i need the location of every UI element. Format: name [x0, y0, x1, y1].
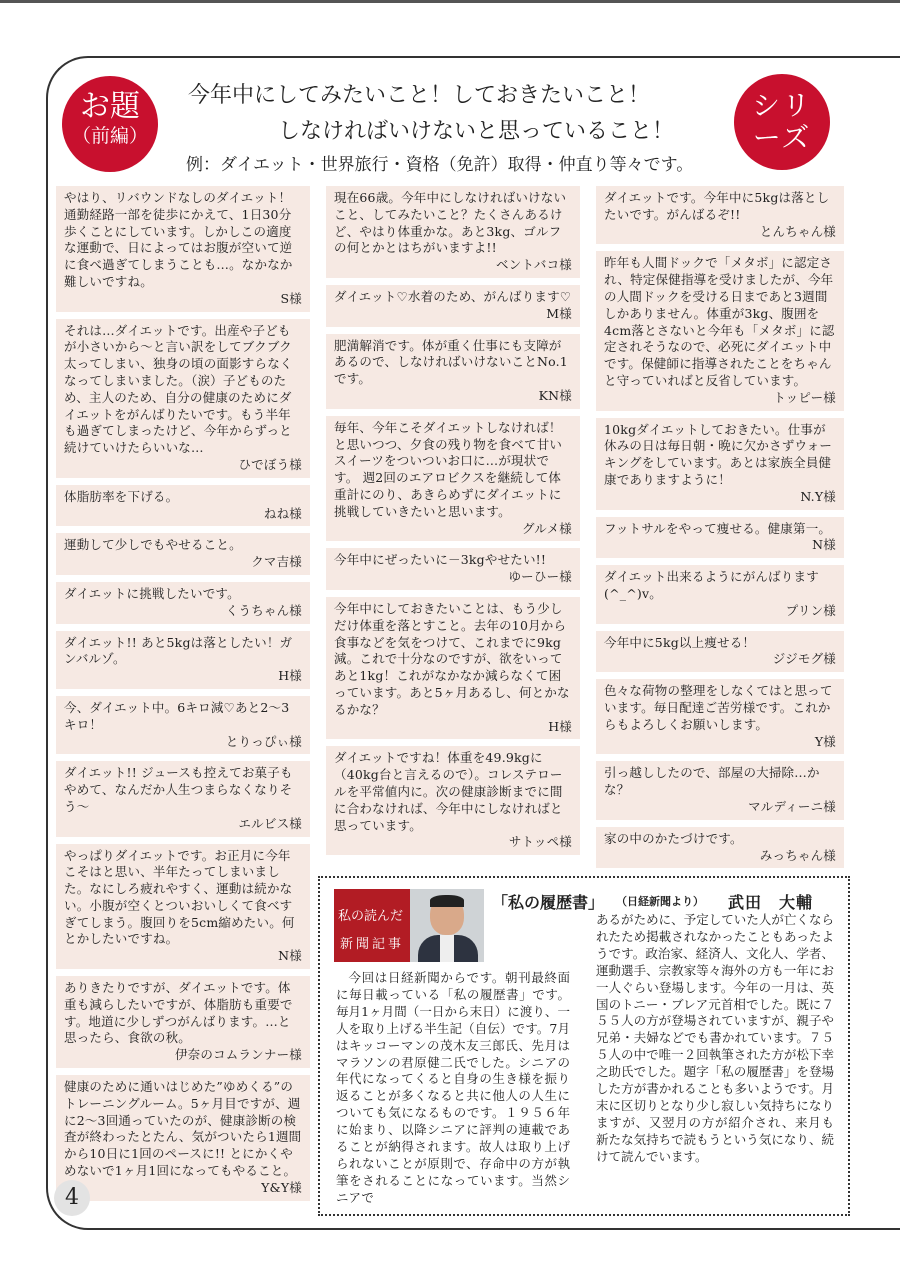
comment-text: 引っ越ししたので、部屋の大掃除…かな？: [604, 765, 820, 798]
comment-signature: とりっぴぃ様: [225, 733, 302, 749]
reader-comment: [56, 976, 310, 1068]
comment-text: やっぱりダイエットです。お正月に今年こそはと思い、半年たってしまいました。なにしろ疲れやすく、運動は続かない。小腹が空くとついおいしくて食べすぎてしまう。腹回りを5cm縮めたい。何とかしたいですね。: [64, 847, 295, 947]
comment-signature: Y&Y様: [261, 1179, 302, 1195]
reader-comment: [56, 533, 310, 575]
comment-text: ダイエット!! ジュースも控えてお菓子もやめて、なんだか人生つまらなくなりそう〜: [64, 765, 293, 814]
reader-comment: [56, 844, 310, 970]
topic-badge-main: お題: [80, 89, 140, 124]
author-photo: [334, 889, 484, 962]
comment-text: 体脂肪率を下げる。: [64, 488, 179, 504]
comment-signature: ひでぼう様: [238, 456, 302, 472]
comment-text: やはり、リバウンドなしのダイエット！通勤経路一部を徒歩にかえて、1日30分歩くことにしています。しかしこの適度な運動で、日によってはお腹が空いて逆に食べ過ぎてしまうことも…。なかなか難しいですね。: [64, 190, 293, 289]
reader-comment: [56, 319, 310, 478]
comment-text: ダイエット♡水着のため、がんばります♡: [334, 288, 572, 304]
reader-column-1: [56, 186, 310, 1201]
reader-comment: [596, 565, 844, 623]
comment-text: 毎年、今年こそダイエットしなければ！と思いつつ、夕食の残り物を食べて甘いスイーツをついついお口に…が現状です。 週2回のエアロビクスを継続して体重計にのり、あきらめずにダイエットに挑戦していきたいと思います。: [334, 419, 563, 519]
reader-column-2: [326, 186, 580, 855]
comment-text: ダイエット出来るようにがんばります (^_^)v。: [604, 569, 819, 601]
reader-comment: [56, 631, 310, 689]
topic-badge-sub: （前編）: [71, 125, 148, 147]
comment-signature: マルディーニ様: [748, 798, 836, 814]
reader-comment: [596, 186, 844, 244]
top-rule: [0, 0, 900, 3]
comment-text: ダイエットですね！体重を49.9kgに（40kg台と言えるので）。コレステロールを平常値内に。次の健康診断までに間に合わなければ、今年中にしなければと思っています。: [334, 750, 563, 833]
comment-signature: ジジモグ様: [772, 651, 836, 667]
series-badge-text: シリ ーズ: [751, 89, 812, 154]
comment-signature: ねね様: [263, 505, 302, 521]
comment-signature: N様: [278, 948, 302, 964]
comment-signature: みっちゃん様: [759, 847, 836, 863]
reader-comment: [596, 517, 844, 559]
series-badge: [734, 74, 830, 170]
reader-column-3: [596, 186, 844, 868]
comment-signature: トッピー様: [773, 389, 836, 405]
comment-signature: エルビス様: [238, 815, 302, 831]
comment-signature: N様: [812, 537, 836, 553]
comment-text: 10kgダイエットしておきたい。仕事が休みの日は毎日朝・晩に欠かさずウォーキングをしています。あとは家族全員健康でありますように！: [604, 421, 833, 487]
reader-comment: [326, 334, 580, 409]
comment-text: 今年中にしておきたいことは、もう少しだけ体重を落とすこと。去年の10月から食事などを気をつけて、これまでに9kg減。これで十分なのですが、欲をいってあと1kg！これがなかなか減らなくて困っています。あと5ヶ月あるし、何とかなるかな？: [334, 600, 570, 717]
comment-signature: H様: [548, 718, 572, 734]
comment-signature: クマ吉様: [251, 554, 302, 570]
comment-text: 今年中にぜったいに－3kgやせたい!!: [334, 552, 547, 568]
comment-text: 今、ダイエット中。6キロ減♡あと2〜3キロ！: [64, 699, 290, 732]
comment-text: 家の中のかたづけです。: [604, 830, 743, 846]
topic-badge: [62, 76, 158, 172]
photo-label-2: 新聞記事: [340, 937, 405, 952]
comment-text: 肥満解消です。体が重く仕事にも支障があるので、しなければいけないことNo.1です。: [334, 337, 568, 387]
photo-hair: [430, 895, 464, 907]
reader-comment: [596, 679, 844, 754]
comment-signature: 伊奈のコムランナー様: [174, 1047, 302, 1063]
article-author: 武田 大輔: [728, 893, 814, 912]
reader-comment: [56, 1075, 310, 1201]
comment-signature: M様: [546, 305, 572, 321]
comment-text: 今年中に5kg以上痩せる！: [604, 634, 756, 650]
reader-comment: [596, 251, 844, 410]
reader-comment: [56, 696, 310, 754]
comment-signature: H様: [278, 668, 302, 684]
comment-text: 色々な荷物の整理をしなくてはと思っています。毎日配達ご苦労様です。これからもよろしくお願いします。: [604, 683, 833, 732]
reader-comment: [596, 631, 844, 673]
comment-text: 昨年も人間ドックで「メタボ」に認定され、特定保健指導を受けましたが、今年の人間ドックを受ける日まであと3週間しかありません。体重が3kg、腹囲を4cm落とさないと今年も「メタボ」に認定されそうなので、必死にダイエット中です。保健師に指導されたことをちゃんと守っていればと反省しています。: [604, 255, 835, 388]
comment-text: フットサルをやって痩せる。健康第一。: [604, 520, 832, 536]
reader-comment: [596, 827, 844, 869]
photo-label-1: 私の読んだ: [338, 909, 404, 924]
comment-signature: ゆーひー様: [508, 569, 572, 585]
comment-text: ありきたりですが、ダイエットです。体重も減らしたいですが、体脂肪も重要です。地道に少しずつがんばります。…と思ったら、食欲の秋。: [64, 980, 293, 1046]
comment-signature: S様: [280, 290, 302, 306]
comment-signature: N.Y様: [800, 488, 836, 504]
reader-comment: [596, 761, 844, 819]
header-line-2: しなければいけないと思っていること！: [278, 119, 675, 144]
reader-comment: [56, 582, 310, 624]
comment-signature: グルメ様: [521, 520, 572, 536]
reader-comment: [596, 418, 844, 510]
comment-signature: サトッペ様: [508, 834, 572, 850]
header-line-1: 今年中にしてみたいこと！しておきたいこと！: [188, 83, 651, 108]
article-text-right: あるがために、予定していた人が亡くなられたため掲載されなかったこともあったようです。政治家、経済人、文化人、学者、運動選手、宗教家等々海外の方も一年にお一人ぐらい登場します。今年の一月は、英国のトニー・ブレア元首相でした。既に７５５人の方が登場されていますが、親子や兄弟・夫婦などでも書かれています。７５５人の中で唯一２回執筆された方が松下幸之助氏でした。題字「私の履歴書」を登場した方が書かれることも多いようです。月末に区切りとなり少し寂しい気持ちになりますが、又翌月の方が紹介され、来月も新たな気持ちで読もうという気になり、続けて読んでいます。: [596, 912, 834, 1164]
article-title: 「私の履歴書」: [492, 893, 605, 912]
comment-signature: プリン様: [785, 602, 836, 618]
comment-text: それは…ダイエットです。出産や子どもが小さいから〜と言い訳をしてブクブク太ってしまい、独身の頃の面影すらなくなってしまいました。（涙）子どものため、主人のため、自分の健康のためにダイエットをがんばりたいです。もう半年も過ぎてしまったけど、今年からずっと続けていけたらいいな…: [64, 322, 293, 456]
reader-comment: [326, 597, 580, 739]
article-source: （日経新聞より）: [616, 895, 704, 908]
comment-text: 健康のために通いはじめた”ゆめくる”のトレーニングルーム。5ヶ月目ですが、週に2〜3回通っていたのが、健康診断の検査が終わったとたん、気がついたら1週間から10日に1回のペースに!! とにかくやめないで1ヶ月1回になってもやること。: [64, 1079, 302, 1179]
reader-comment: [326, 416, 580, 542]
page-number: 4: [54, 1180, 90, 1216]
reader-comment: [56, 485, 310, 527]
header-examples: 例：ダイエット・世界旅行・資格（免許）取得・仲直り等々です。: [186, 155, 694, 175]
photo-shirt: [440, 935, 454, 962]
comment-text: 運動して少しでもやせること。: [64, 537, 242, 553]
reader-comment: [326, 548, 580, 590]
article-text-left: 今回は日経新聞からです。朝刊最終面に毎日載っている「私の履歴書」です。毎月1ヶ月間（一日から末日）に渡り、一人を取り上げる半生記（自伝）です。7月はキッコーマンの茂木友三郎氏、先月はマラソンの君原健二氏でした。シニアの年代になってくると自身の生き様を振り返ることが多くなると共に他人の人生についても気になるものです。１９５６年に始まり、以降シニアに評判の連載であることが納得されます。故人は取り上げられないことが原則で、存命中の方が執筆をされることになっています。当然シニアで: [336, 970, 570, 1205]
comment-signature: KN様: [538, 387, 572, 403]
reader-comment: [326, 186, 580, 278]
comment-signature: くうちゃん様: [225, 602, 302, 618]
comment-text: ダイエットに挑戦したいです。: [64, 585, 240, 601]
reader-comment: [56, 761, 310, 836]
comment-signature: とんちゃん様: [759, 223, 836, 239]
comment-text: ダイエットです。今年中に5kgは落としたいです。がんばるぞ!!: [604, 190, 830, 222]
comment-text: ダイエット!! あと5kgは落としたい！ガンバルゾ。: [64, 634, 293, 667]
reader-comment: [326, 746, 580, 855]
comment-text: 現在66歳。今年中にしなければいけないこと、してみたいこと？たくさんあるけど、やはり体重かな。あと3kg、ゴルフの何とかとはちがいますよ!!: [334, 190, 567, 256]
reader-comment: [326, 285, 580, 327]
comment-signature: ベントバコ様: [496, 257, 572, 273]
reader-comment: [56, 186, 310, 312]
comment-signature: Y様: [814, 733, 836, 749]
